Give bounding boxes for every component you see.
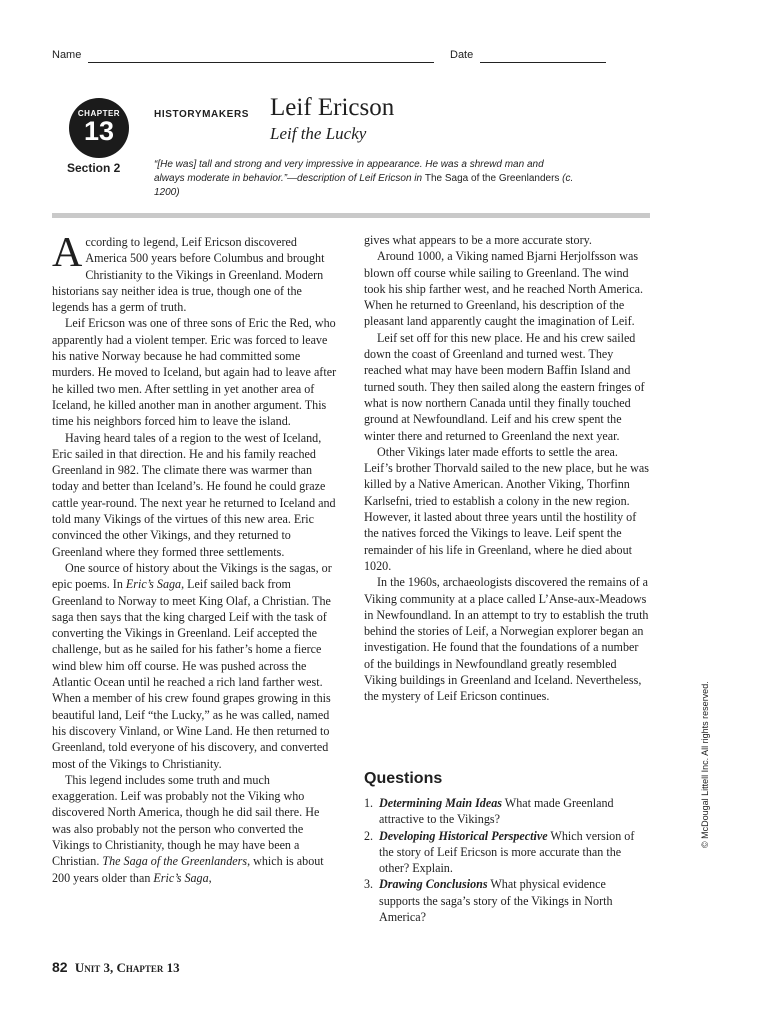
question-body: What made Greenland attractive to the Vikings? [379,796,614,827]
question-number: 1. [364,796,374,810]
question-number: 2. [364,828,374,843]
quote-tail: (c. 1200) [154,173,574,198]
section-label: Section 2 [67,161,121,175]
saga-title: Eric’s Saga [125,577,182,592]
paragraph: Leif Ericson was one of three sons of Eric the Red, who apparently had a violent temper. Eric was forced to leave his native Norway because he had committed some murders. He moved to Iceland, but again had to leave after he killed two men. After settling in yet another area of Iceland, he killed another man in another argument. This time his neighbors forced him to leave the island. [52,316,337,429]
paragraph: Around 1000, a Viking named Bjarni Herjolfsson was blown off course while sailing to Greenland. The wind took his ship farther west, and he reached North America. When he returned to Greenland, his description of the pleasant land apparently caught the imagination of Leif. [364,249,644,329]
paragraph-text: ccording to legend, Leif Ericson discovered America 500 years before Columbus and brought Christianity to the Vikings in Greenland. Modern historians say neither idea is true, though one of the legends has a germ of truth. [52,235,325,315]
question-item [364,795,649,828]
name-line [88,62,434,63]
page-subtitle: Leif the Lucky [270,124,367,143]
left-column [52,230,337,886]
question-item [364,876,649,925]
drop-cap: A [52,230,83,276]
unit-chapter-label: Unit 3, Chapter 13 [74,960,180,975]
series-label: HISTORYMAKERS [154,109,250,120]
paragraph: gives what appears to be a more accurate story. [364,233,592,247]
chapter-number: 13 [83,116,115,146]
paragraph [52,560,337,772]
question-item [364,828,649,877]
question-label: Drawing Conclusions [379,877,488,892]
paragraph: Having heard tales of a region to the west of Iceland, Eric sailed in that direction. He and his family reached Greenland in 982. The climate there was warmer than today and better than Iceland’s. He found he could graze cattle year-round. The next year he returned to Iceland and told many Vikings of the virtues of this new area. Eric convinced the other Vikings, and they returned to Greenland where they formed three settlements. [52,430,336,559]
questions-list [364,795,649,925]
date-line [480,62,606,63]
paragraph: In the 1960s, archaeologists discovered the remains of a Viking community at a place called L’Anse-aux-Meadows in Newfoundland. In an attempt to try to establish the truth behind the stories of Leif, a Norwegian explorer began an investigation. He found that the foundations of a number of the buildings in Newfoundland greatly resembled Viking buildings in Greenland and Iceland. Nevertheless, the mystery of Leif Ericson continues. [364,575,649,704]
epigraph-quote [154,158,574,200]
header-rule [52,213,650,218]
paragraph [52,772,337,886]
questions-heading: Questions [364,770,443,787]
page-title: Leif Ericson [270,94,395,121]
paragraph-text: This legend includes some truth and much exaggeration. Leif was probably not the Viking who discovered North America, though he did sail there. He was also probably not the person who converted the Vikings to Christianity, though he may have been a Christian. [52,772,320,869]
copyright-notice: © McDougal Littell Inc. All rights reserved. [700,681,710,848]
date-label: Date [450,49,474,61]
paragraph: Leif set off for this new place. He and his crew sailed down the coast of Greenland and turned west. They reached what may have been modern Baffin Island and turned south. They then sailed along the eastern fringes of what is now northern Canada until they finally touched ground at Newfoundland. Leif and his crew spent the winter there and returned to Greenland the next year. [364,330,645,443]
saga-title: Eric’s Saga [153,870,209,885]
saga-title: The Saga of the Greenlanders [102,854,248,869]
paragraph: Other Vikings later made efforts to settle the area. Leif’s brother Thorvald sailed to the new place, but he was killed by a Native American. Another Viking, Thorfinn Karlsefni, tried to establish a colony in the new region. However, it lasted about three years until the hostility of the natives forced the Vikings to leave. Leif spent the remainder of his life in Greenland, where he died about 1020. [364,444,649,573]
chapter-badge [69,98,129,158]
paragraph-text: , which is about 200 years older than [52,854,324,885]
paragraph-text: One source of history about the Vikings is the sagas, or epic poems. In [52,560,332,592]
question-label: Developing Historical Perspective [379,828,548,843]
quote-source: The Saga of the Greenlanders [424,173,560,184]
paragraph-text: , Leif sailed back from Greenland to Norway to meet King Olaf, a Christian. The saga then says that the king charged Leif with the task of converting the Vikings in Greenland. Leif accepted the challenge, but as he sailed for his father’s home a fierce wind blew him off course. He was pushed across the Atlantic Ocean until he reached a rich land farther west. When a member of his crew found grapes growing in this beautiful land, Leif “the Lucky,” as he was called, named his discovery Vinland, or Wine Land. He then returned to Greenland, told everyone of his discovery, and converted most of the Vikings to Christianity. [52,577,331,771]
question-label: Determining Main Ideas [379,796,502,810]
question-text [379,876,649,925]
chapter-word: CHAPTER [77,109,121,118]
question-text [379,795,649,828]
right-column [364,232,649,705]
question-body: Which version of the story of Leif Ericson is more accurate than the other? Explain. [379,828,635,876]
name-label: Name [52,49,82,61]
quote-text: “[He was] tall and strong and very impressive in appearance. He was a shrewd man and always moderate in behavior.”—description of Leif Ericson in [154,159,544,184]
question-text [379,828,649,877]
page-number: 82 [52,959,68,975]
page-footer [52,959,180,976]
question-body: What physical evidence supports the saga’s story of the Vikings in North America? [379,877,613,925]
paragraph-text: , [208,870,212,885]
question-number: 3. [364,877,374,892]
paragraph [52,230,337,315]
